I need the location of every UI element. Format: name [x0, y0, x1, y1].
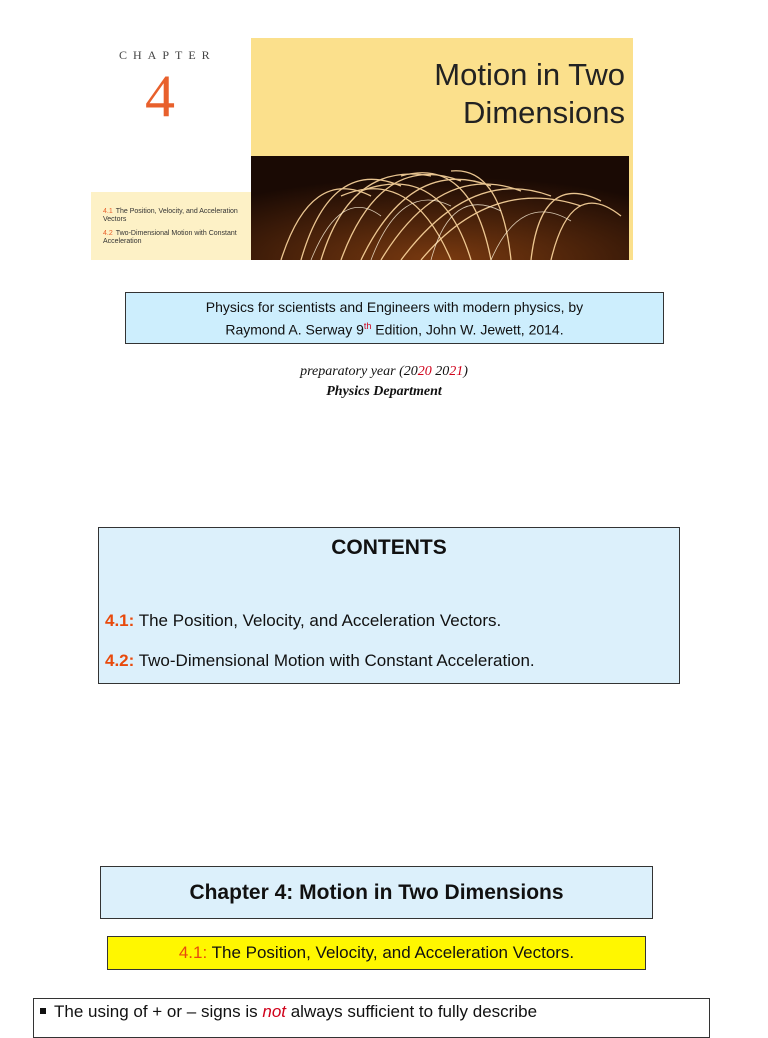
reference-line-1: Physics for scientists and Engineers with modern physics, by — [205, 299, 584, 315]
preparatory-year: preparatory year (2020 2021) — [300, 364, 468, 379]
chapter-banner — [91, 38, 633, 260]
chapter-title: Motion in Two Dimensions — [434, 57, 625, 130]
contents-box — [98, 527, 680, 684]
banner-toc — [91, 192, 251, 260]
preparatory-year-block — [0, 362, 768, 402]
banner-toc-item: 4.2 Two-Dimensional Motion with Constant Acceleration — [103, 230, 237, 245]
contents-item: 4.2: Two-Dimensional Motion with Constant Acceleration. — [105, 651, 535, 670]
chapter-heading: Chapter 4: Motion in Two Dimensions — [100, 866, 653, 919]
fireworks-image — [251, 156, 629, 260]
chapter-number: 4 — [145, 63, 175, 129]
reference-box — [125, 292, 664, 344]
bullet-text-box: The using of + or – signs is not always sufficient to fully describe — [33, 998, 710, 1038]
contents-title: CONTENTS — [331, 536, 447, 559]
section-heading: 4.1: The Position, Velocity, and Acceleration Vectors. — [107, 936, 646, 970]
bullet-square-icon — [40, 1008, 46, 1014]
reference-line-2: Raymond A. Serway 9th Edition, John W. Jewett, 2014. — [225, 321, 564, 338]
banner-toc-item: 4.1 The Position, Velocity, and Acceleration Vectors — [103, 208, 238, 223]
contents-item: 4.1: The Position, Velocity, and Acceleration Vectors. — [105, 611, 502, 630]
department-name: Physics Department — [326, 384, 442, 399]
chapter-label: CHAPTER — [119, 48, 216, 62]
